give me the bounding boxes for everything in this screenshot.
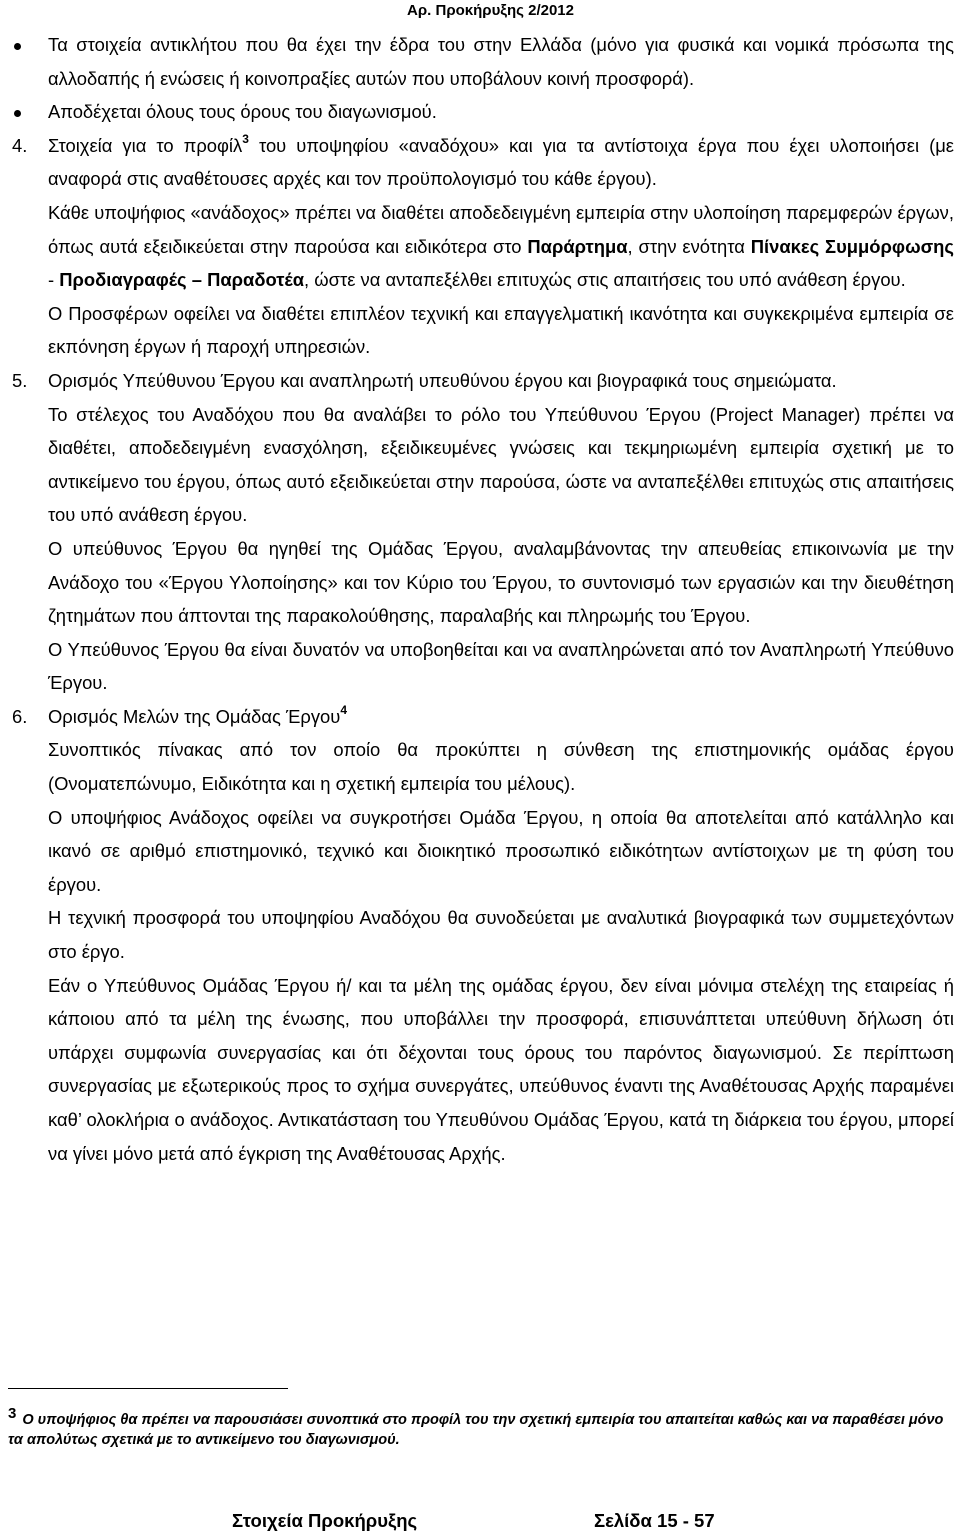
footnote [8, 1405, 948, 1450]
footnote-text: Ο υποψήφιος θα πρέπει να παρουσιάσει συνοπτικά στο προφίλ του την σχετική εμπειρία του απαιτείται καθώς και να παραθέσει μόνο τα απολύτως σχετικά με το αντικείμενο του διαγωνισμού. [8, 1412, 944, 1448]
section-6-title: Ορισμός Μελών της Ομάδας Έργου [48, 705, 341, 727]
footer-title: Στοιχεία Προκήρυξης [232, 1510, 418, 1531]
text-run: Κάθε υποψήφιος «ανάδοχος» πρέπει να διαθέτει αποδεδειγμένη εμπειρία στην υλοποίηση παρεμφερών έργων, όπως αυτά εξειδικεύεται στην παρούσα και ειδικότερα στο [48, 201, 954, 257]
footnote-reference: 3 [242, 131, 249, 146]
section-5-heading [12, 364, 954, 398]
document-body [12, 28, 954, 1170]
section-5-paragraph: Ο υπεύθυνος Έργου θα ηγηθεί της Ομάδας Έργου, αναλαμβάνοντας την απευθείας επικοινωνία με την Ανάδοχο του «Έργου Υλοποίησης» και τον Κύριο του Έργου, το συντονισμό των εργασιών και την διευθέτηση ζητημάτων που άπτονται της παρακολούθησης, παραλαβής και πληρωμής του Έργου. [48, 537, 954, 627]
footnote-separator [8, 1388, 288, 1389]
bullet-icon [14, 110, 21, 117]
bold-term-annex: Παράρτημα [527, 235, 628, 257]
list-item-text: Αποδέχεται όλους τους όρους του διαγωνισμού. [48, 101, 437, 123]
section-number: 6. [12, 705, 28, 727]
section-4-heading [12, 129, 954, 196]
section-number: 5. [12, 369, 28, 391]
bold-term-specifications: Προδιαγραφές – Παραδοτέα [59, 269, 305, 291]
bullet-icon [14, 43, 21, 50]
section-4-text-b: του υποψηφίου «αναδόχου» και για τα αντίστοιχα έργα που έχει υλοποιήσει (με αναφορά στις αναθέτουσες αρχές και τον προϋπολογισμό του κάθε έργου). [48, 134, 954, 190]
section-4-paragraph [48, 196, 954, 297]
section-4-text-a: Στοιχεία για το προφίλ [48, 134, 243, 156]
footnote-mark: 3 [8, 1405, 17, 1422]
text-run: , στην ενότητα [627, 235, 751, 257]
section-number: 4. [12, 134, 28, 156]
list-item [48, 28, 954, 95]
list-item-text: Τα στοιχεία αντικλήτου που θα έχει την έδρα του στην Ελλάδα (μόνο για φυσικά και νομικά πρόσωπα της αλλοδαπής ή ενώσεις ή κοινοπραξίες αυτών που υποβάλουν κοινή προσφορά). [48, 34, 954, 89]
page-number: Σελίδα 15 - 57 [594, 1510, 715, 1531]
bold-term-compliance-tables: Πίνακες Συμμόρφωσης [750, 235, 954, 257]
section-6-paragraph: Συνοπτικός πίνακας από τον οποίο θα προκύπτει η σύνθεση της επιστημονικής ομάδας έργου (Ονοματεπώνυμο, Ειδικότητα και η σχετική εμπειρία του μέλους). [48, 739, 954, 795]
section-6-paragraph: Ο υποψήφιος Ανάδοχος οφείλει να συγκροτήσει Ομάδα Έργου, η οποία θα αποτελείται από κατάλληλο και ικανό σε αριθμό επιστημονικό, τεχνικό και διοικητικό προσωπικό ειδικότητων αντίστοιχων με τη φύση του έργου. [48, 806, 954, 895]
section-5-title: Ορισμός Υπεύθυνου Έργου και αναπληρωτή υπευθύνου έργου και βιογραφικά τους σημειώματα. [48, 369, 837, 391]
footnote-reference: 4 [340, 702, 347, 717]
text-run: , ώστε να ανταπεξέλθει επιτυχώς στις απαιτήσεις του υπό ανάθεση έργου. [304, 269, 906, 291]
section-6-heading [12, 700, 954, 734]
section-5-paragraph: Ο Υπεύθυνος Έργου θα είναι δυνατόν να υποβοηθείται και να αναπληρώνεται από τον Αναπληρωτή Υπεύθυνο Έργου. [48, 638, 954, 694]
section-5-paragraph: Το στέλεχος του Αναδόχου που θα αναλάβει το ρόλο του Υπεύθυνου Έργου (Project Manager) πρέπει να διαθέτει, αποδεδειγμένη ενασχόληση, εξειδικευμένες γνώσεις και τεκμηριωμένη εμπειρία σχετική με το αντικείμενο του έργου, όπως αυτό εξειδικεύεται στην παρούσα, ώστε να ανταπεξέλθει επιτυχώς στις απαιτήσεις του υπό ανάθεση έργου. [48, 403, 954, 526]
text-run: - [48, 269, 60, 291]
section-6-paragraph: Η τεχνική προσφορά του υποψηφίου Αναδόχου θα συνοδεύεται με αναλυτικά βιογραφικά των συμμετεχόντων στο έργο. [48, 907, 954, 963]
section-4-paragraph: Ο Προσφέρων οφείλει να διαθέτει επιπλέον τεχνική και επαγγελματική ικανότητα και συγκεκριμένα εμπειρία σε εκπόνηση έργων ή παροχή υπηρεσιών. [48, 302, 954, 358]
list-item [48, 95, 954, 129]
document-header: Αρ. Προκήρυξης 2/2012 [407, 2, 574, 19]
section-6-paragraph: Εάν ο Υπεύθυνος Ομάδας Έργου ή/ και τα μέλη της ομάδας έργου, δεν είναι μόνιμα στελέχη της εταιρείας ή κάποιου από τα μέλη της ένωσης, που υποβάλλει την προσφορά, επισυνάπτεται υπεύθυνη δήλωση ότι υπάρχει συμφωνία συνεργασίας και ότι δέχονται τους όρους του παρόντος διαγωνισμού. Σε περίπτωση συνεργασίας με εξωτερικούς προς το σχήμα συνεργάτες, υπεύθυνος έναντι της Αναθέτουσας Αρχής παραμένει καθ’ ολοκλήρια ο ανάδοχος. Αντικατάσταση του Υπευθύνου Ομάδας Έργου, κατά τη διάρκεια του έργου, μπορεί να γίνει μόνο μετά από έγκριση της Αναθέτουσας Αρχής. [48, 974, 954, 1164]
